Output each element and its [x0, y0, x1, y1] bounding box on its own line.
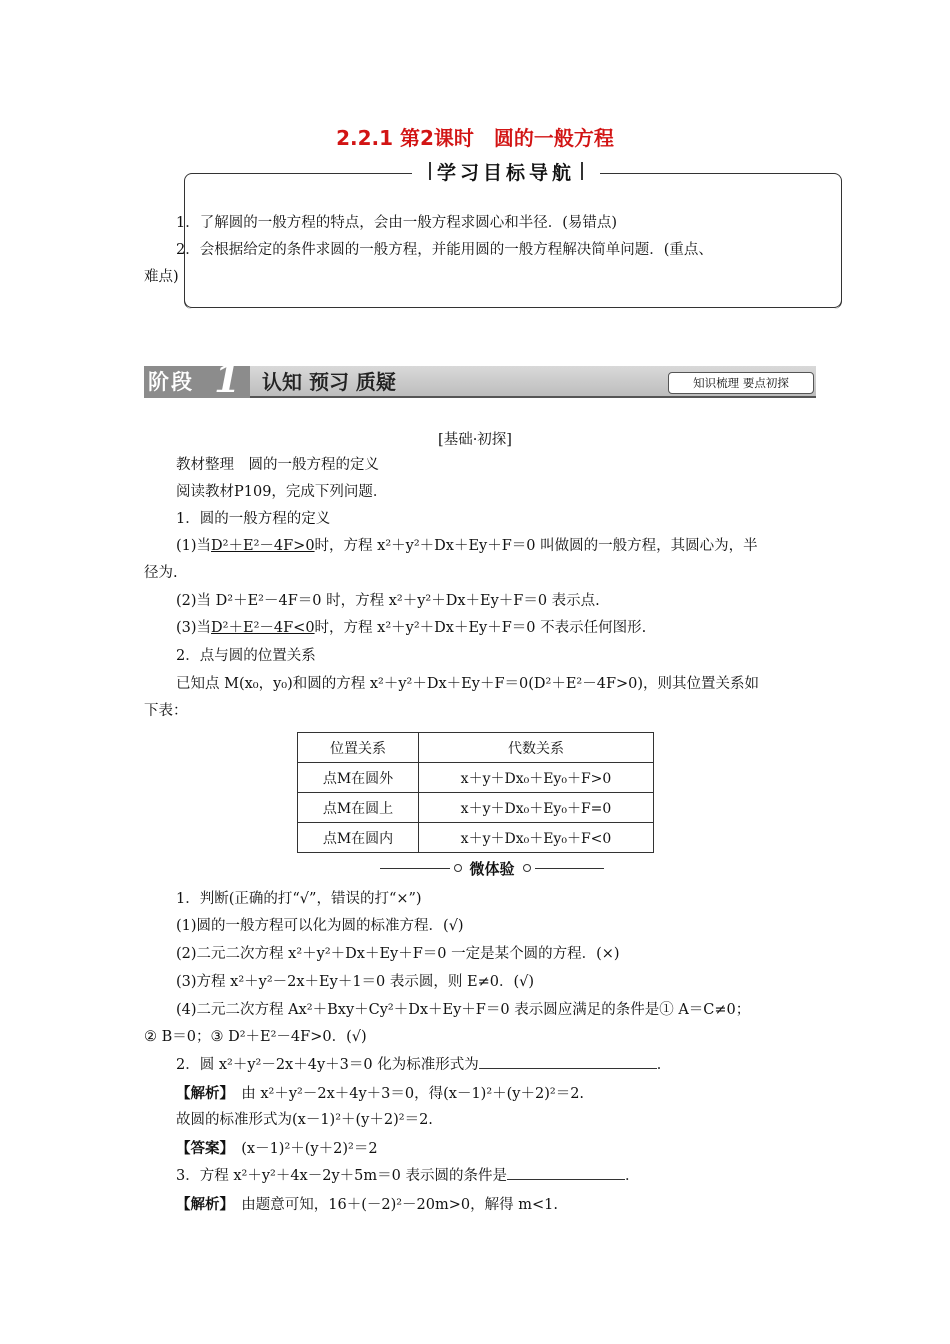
wti-divider	[380, 858, 604, 878]
goals-frame-bottom	[184, 293, 842, 308]
practice-2-analysis	[176, 1080, 584, 1108]
goals-label-text: 学习目标导航	[436, 161, 575, 184]
analysis-text: 由题意可知，16＋(－2)²－20m>0，解得 m<1.	[226, 1197, 558, 1213]
goals-label-bar-left	[429, 162, 431, 180]
answer-text: (x－1)²＋(y＋2)²＝2	[226, 1141, 378, 1157]
practice-2-end: ．	[656, 1057, 672, 1073]
text-line-4-c: 时，方程 x²＋y²＋Dx＋Ey＋F＝0 叫做圆的一般方程，其圆心为，半	[314, 538, 758, 554]
table-cell: x＋y＋Dx₀＋Ey₀＋F=0	[419, 793, 654, 823]
wti-line-right	[535, 868, 605, 869]
practice-2-answer	[176, 1135, 378, 1163]
analysis-text: 由 x²＋y²－2x＋4y＋3＝0，得(x－1)²＋(y＋2)²＝2.	[226, 1086, 585, 1102]
practice-1-3: (3)方程 x²＋y²－2x＋Ey＋1＝0 表示圆，则 E≠0．(√)	[176, 974, 535, 990]
practice-1-4: (4)二元二次方程 Ax²＋Bxy＋Cy²＋Dx＋Ey＋F＝0 表示圆应满足的条件是① A＝C≠0；	[176, 1002, 751, 1018]
text-line-7-a: (3)当	[176, 620, 212, 636]
practice-1: 1．判断(正确的打“√”，错误的打“×”)	[176, 891, 422, 907]
analysis-tag: 【解析】	[176, 1196, 227, 1213]
table-header: 位置关系	[298, 733, 419, 763]
practice-1-4-cont: ② B＝0；③ D²＋E²－4F>0．(√)	[144, 1029, 367, 1045]
answer-tag: 【答案】	[176, 1140, 227, 1157]
practice-3-text: 3．方程 x²＋y²＋4x－2y＋5m＝0 表示圆的条件是	[176, 1168, 507, 1184]
text-line-2: 阅读教材P109，完成下列问题．	[176, 484, 388, 500]
text-line-7	[176, 615, 646, 642]
practice-1-2: (2)二元二次方程 x²＋y²＋Dx＋Ey＋F＝0 一定是某个圆的方程．(×)	[176, 946, 620, 962]
practice-3-analysis	[176, 1191, 558, 1219]
text-line-4	[176, 533, 758, 560]
practice-3-end: ．	[624, 1168, 640, 1184]
text-line-4-a: (1)当	[176, 538, 212, 554]
text-line-3: 1．圆的一般方程的定义	[176, 511, 331, 527]
goal-item-2-cont: 难点)	[144, 269, 179, 285]
table-cell: x＋y＋Dx₀＋Ey₀＋F>0	[419, 763, 654, 793]
condition-positive: D²＋E²－4F>0	[211, 538, 315, 554]
text-line-10: 下表：	[144, 703, 188, 719]
table-header-row	[298, 733, 654, 763]
goals-label	[412, 156, 600, 186]
wti-dot-right	[523, 864, 531, 872]
text-line-6: (2)当 D²＋E²－4F＝0 时，方程 x²＋y²＋Dx＋Ey＋F＝0 表示点.	[176, 593, 600, 609]
position-table	[297, 732, 654, 853]
stage-heading: 认知 预习 质疑	[262, 370, 396, 394]
analysis-tag: 【解析】	[176, 1085, 227, 1102]
answer-blank[interactable]	[507, 1163, 625, 1180]
page-title: 2.2.1 第2课时 圆的一般方程	[336, 126, 614, 150]
practice-1-1: (1)圆的一般方程可以化为圆的标准方程．(√)	[176, 918, 464, 934]
table-header: 代数关系	[419, 733, 654, 763]
text-line-1: 教材整理 圆的一般方程的定义	[176, 457, 379, 473]
answer-blank[interactable]	[479, 1052, 657, 1069]
practice-2-conclusion: 故圆的标准形式为(x－1)²＋(y＋2)²＝2.	[176, 1112, 433, 1128]
wti-label: 微体验	[469, 859, 515, 878]
wti-line-left	[380, 868, 450, 869]
text-line-5: 径为.	[144, 565, 178, 581]
table-row	[298, 823, 654, 853]
goal-item-1: 1．了解圆的一般方程的特点，会由一般方程求圆心和半径．(易错点)	[176, 215, 618, 231]
text-line-7-c: 时，方程 x²＋y²＋Dx＋Ey＋F＝0 不表示任何图形.	[314, 620, 647, 636]
section-label: [基础·初探]	[438, 432, 512, 448]
condition-negative: D²＋E²－4F<0	[211, 620, 315, 636]
table-row	[298, 793, 654, 823]
table-cell: 点M在圆内	[298, 823, 419, 853]
table-row	[298, 763, 654, 793]
practice-3	[176, 1163, 639, 1190]
stage-prefix: 阶段	[148, 370, 194, 394]
table-cell: 点M在圆外	[298, 763, 419, 793]
stage-number: 1	[214, 356, 241, 401]
practice-2-text: 2．圆 x²＋y²－2x＋4y＋3＝0 化为标准形式为	[176, 1057, 479, 1073]
table-cell: 点M在圆上	[298, 793, 419, 823]
practice-2	[176, 1052, 671, 1079]
text-line-9: 已知点 M(x₀，y₀)和圆的方程 x²＋y²＋Dx＋Ey＋F＝0(D²＋E²－4F>0)，则其位置关系如	[176, 676, 760, 692]
wti-dot-left	[454, 864, 462, 872]
stage-tag: 知识梳理 要点初探	[668, 372, 814, 394]
goal-item-2: 2．会根据给定的条件求圆的一般方程，并能用圆的一般方程解决简单问题．(重点、	[176, 242, 713, 258]
text-line-8: 2．点与圆的位置关系	[176, 648, 316, 664]
table-cell: x＋y＋Dx₀＋Ey₀＋F<0	[419, 823, 654, 853]
goals-label-bar-right	[581, 162, 583, 180]
